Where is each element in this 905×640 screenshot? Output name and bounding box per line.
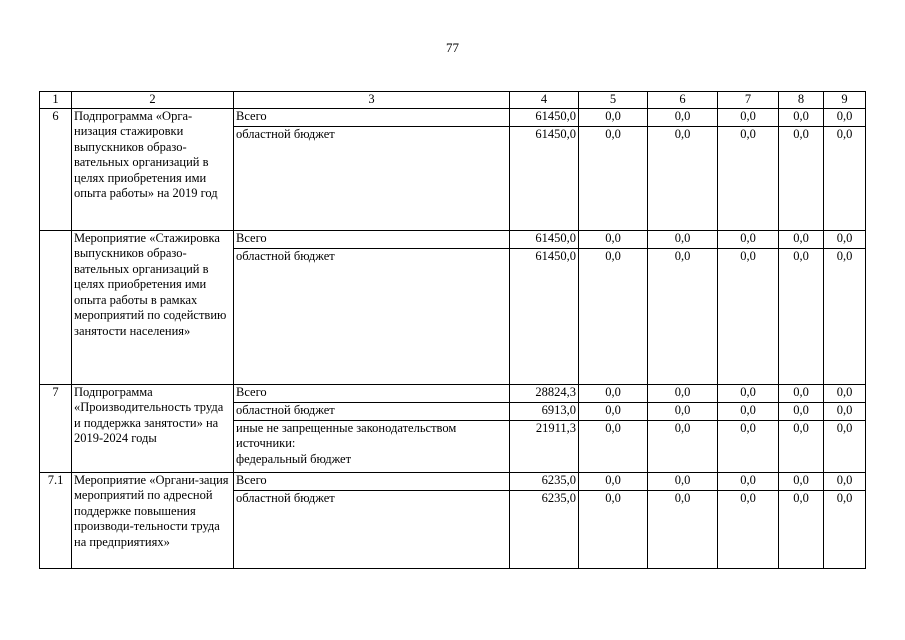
year-value: 0,0 bbox=[718, 230, 779, 248]
source-label: областной бюджет bbox=[234, 402, 510, 420]
year-value: 0,0 bbox=[824, 248, 866, 384]
year-value: 0,0 bbox=[648, 384, 718, 402]
year-value: 0,0 bbox=[579, 472, 648, 490]
row-number: 6 bbox=[40, 108, 72, 230]
total-value: 61450,0 bbox=[510, 108, 579, 126]
year-value: 0,0 bbox=[579, 420, 648, 472]
source-label: Всего bbox=[234, 384, 510, 402]
year-value: 0,0 bbox=[824, 384, 866, 402]
column-header: 2 bbox=[72, 92, 234, 109]
column-header: 4 bbox=[510, 92, 579, 109]
source-label bbox=[234, 420, 510, 472]
year-value: 0,0 bbox=[718, 420, 779, 472]
year-value: 0,0 bbox=[824, 126, 866, 230]
table-row bbox=[40, 384, 866, 402]
program-name: Подпрограмма «Орга-низация стажировки выпускников образо-вательных организаций в целях приобретения ими опыта работы» на 2019 год bbox=[72, 108, 234, 230]
program-name: Мероприятие «Стажировка выпускников образо-вательных организаций в целях приобретения ими опыта работы в рамках мероприятий по содействию занятости населения» bbox=[72, 230, 234, 384]
source-sublabel: федеральный бюджет bbox=[236, 451, 352, 466]
year-value: 0,0 bbox=[779, 402, 824, 420]
year-value: 0,0 bbox=[648, 490, 718, 568]
year-value: 0,0 bbox=[779, 126, 824, 230]
year-value: 0,0 bbox=[718, 402, 779, 420]
year-value: 0,0 bbox=[648, 248, 718, 384]
year-value: 0,0 bbox=[579, 126, 648, 230]
total-value: 61450,0 bbox=[510, 126, 579, 230]
year-value: 0,0 bbox=[718, 248, 779, 384]
year-value: 0,0 bbox=[718, 472, 779, 490]
year-value: 0,0 bbox=[779, 108, 824, 126]
year-value: 0,0 bbox=[579, 384, 648, 402]
source-label: Всего bbox=[234, 472, 510, 490]
year-value: 0,0 bbox=[648, 402, 718, 420]
year-value: 0,0 bbox=[824, 402, 866, 420]
year-value: 0,0 bbox=[779, 384, 824, 402]
row-number: 7.1 bbox=[40, 472, 72, 568]
source-label: областной бюджет bbox=[234, 126, 510, 230]
year-value: 0,0 bbox=[648, 108, 718, 126]
total-value: 28824,3 bbox=[510, 384, 579, 402]
year-value: 0,0 bbox=[824, 230, 866, 248]
column-header: 8 bbox=[779, 92, 824, 109]
table-row bbox=[40, 472, 866, 490]
total-value: 6235,0 bbox=[510, 490, 579, 568]
year-value: 0,0 bbox=[579, 230, 648, 248]
year-value: 0,0 bbox=[648, 420, 718, 472]
year-value: 0,0 bbox=[718, 490, 779, 568]
column-header: 6 bbox=[648, 92, 718, 109]
year-value: 0,0 bbox=[779, 472, 824, 490]
table-row bbox=[40, 230, 866, 248]
total-value: 6913,0 bbox=[510, 402, 579, 420]
year-value: 0,0 bbox=[779, 248, 824, 384]
source-label: областной бюджет bbox=[234, 248, 510, 384]
column-header: 9 bbox=[824, 92, 866, 109]
program-name: Подпрограмма «Производительность труда и поддержка занятости» на 2019-2024 годы bbox=[72, 384, 234, 472]
row-number bbox=[40, 230, 72, 384]
year-value: 0,0 bbox=[824, 420, 866, 472]
source-label: Всего bbox=[234, 108, 510, 126]
year-value: 0,0 bbox=[648, 230, 718, 248]
column-header: 1 bbox=[40, 92, 72, 109]
year-value: 0,0 bbox=[779, 420, 824, 472]
column-header: 5 bbox=[579, 92, 648, 109]
source-label: областной бюджет bbox=[234, 490, 510, 568]
page-number: 77 bbox=[446, 40, 459, 55]
year-value: 0,0 bbox=[648, 472, 718, 490]
column-header: 7 bbox=[718, 92, 779, 109]
total-value: 61450,0 bbox=[510, 230, 579, 248]
source-label: Всего bbox=[234, 230, 510, 248]
year-value: 0,0 bbox=[579, 248, 648, 384]
program-name: Мероприятие «Органи-зация мероприятий по адресной поддержке повышения производи-тельности труда на предприятиях» bbox=[72, 472, 234, 568]
row-number: 7 bbox=[40, 384, 72, 472]
year-value: 0,0 bbox=[579, 402, 648, 420]
total-value: 61450,0 bbox=[510, 248, 579, 384]
table-row bbox=[40, 108, 866, 126]
total-value: 21911,3 bbox=[510, 420, 579, 472]
year-value: 0,0 bbox=[824, 108, 866, 126]
year-value: 0,0 bbox=[824, 472, 866, 490]
year-value: 0,0 bbox=[579, 490, 648, 568]
year-value: 0,0 bbox=[648, 126, 718, 230]
source-label-other: иные не запрещенные законодательством источники: bbox=[236, 420, 457, 450]
budget-table bbox=[39, 91, 866, 569]
year-value: 0,0 bbox=[779, 490, 824, 568]
year-value: 0,0 bbox=[718, 126, 779, 230]
table-header-row bbox=[40, 92, 866, 109]
total-value: 6235,0 bbox=[510, 472, 579, 490]
year-value: 0,0 bbox=[779, 230, 824, 248]
column-header: 3 bbox=[234, 92, 510, 109]
year-value: 0,0 bbox=[718, 384, 779, 402]
year-value: 0,0 bbox=[824, 490, 866, 568]
year-value: 0,0 bbox=[718, 108, 779, 126]
year-value: 0,0 bbox=[579, 108, 648, 126]
